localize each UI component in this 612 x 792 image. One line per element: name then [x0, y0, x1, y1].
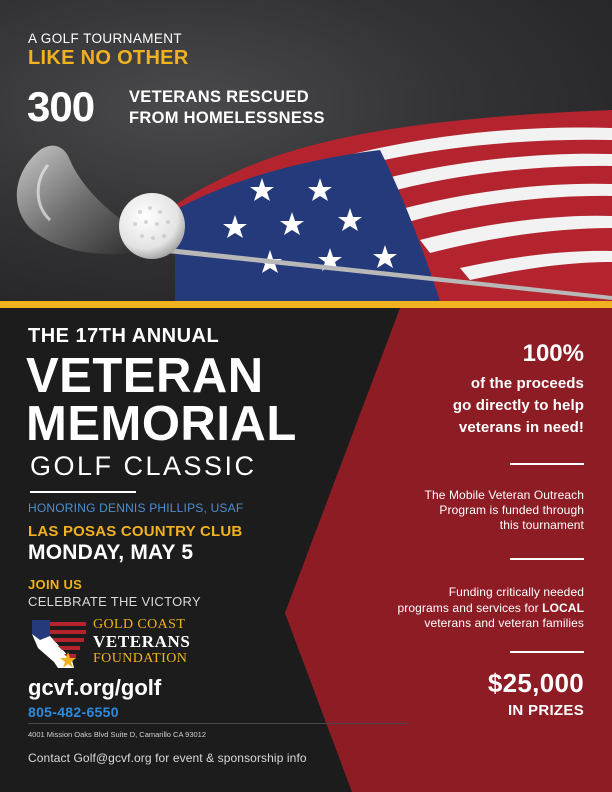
footer-divider	[28, 723, 408, 724]
outreach-line-2: Program is funded through	[439, 503, 584, 517]
funding-line-1: Funding critically needed	[448, 585, 584, 599]
website-link[interactable]: gcvf.org/golf	[28, 675, 162, 700]
logo-line-1: GOLD COAST	[93, 617, 186, 632]
outreach-line-3: this tournament	[499, 518, 584, 532]
panel-divider-2	[510, 558, 584, 560]
event-date: MONDAY, MAY 5	[28, 541, 194, 564]
gold-divider	[0, 301, 612, 308]
event-title-line-3: GOLF CLASSIC	[30, 451, 257, 481]
event-annual: THE 17TH ANNUAL	[28, 325, 220, 347]
funding-line-2	[398, 601, 584, 615]
hero-banner	[0, 0, 612, 301]
outreach-line-1: The Mobile Veteran Outreach	[424, 488, 584, 502]
title-divider	[30, 491, 136, 493]
hero-stat-line-2: FROM HOMELESSNESS	[129, 109, 325, 127]
hero-stat-line-1: VETERANS RESCUED	[129, 88, 309, 106]
funding-line-3: veterans and veteran families	[424, 616, 584, 630]
proceeds-line-3: veterans in need!	[458, 419, 584, 436]
honoring-text: HONORING DENNIS PHILLIPS, USAF	[28, 501, 244, 515]
proceeds-line-1: of the proceeds	[470, 375, 584, 392]
hero-stat-number: 300	[27, 83, 95, 130]
join-us: JOIN US	[28, 577, 83, 592]
logo-line-3: FOUNDATION	[93, 651, 188, 666]
event-title-line-1: VETERAN	[26, 349, 264, 403]
hero-headline: LIKE NO OTHER	[28, 47, 189, 69]
celebrate-text: CELEBRATE THE VICTORY	[28, 594, 201, 609]
contact-email-line[interactable]: Contact Golf@gcvf.org for event & sponsorship info	[28, 751, 307, 765]
venue-name: LAS POSAS COUNTRY CLUB	[28, 523, 243, 540]
proceeds-line-2: go directly to help	[452, 397, 584, 414]
logo-line-2: VETERANS	[93, 632, 191, 651]
prize-amount: $25,000	[487, 668, 584, 698]
funding-line-2-text: programs and services for	[397, 601, 543, 615]
address-text: 4001 Mission Oaks Blvd Suite D, Camarillo CA 93012	[28, 730, 207, 739]
phone-number[interactable]: 805-482-6550	[28, 704, 119, 720]
prize-label: IN PRIZES	[507, 702, 584, 719]
panel-divider-3	[510, 651, 584, 653]
hero-kicker: A GOLF TOURNAMENT	[28, 31, 183, 46]
event-title-line-2: MEMORIAL	[26, 397, 297, 451]
proceeds-percent: 100%	[522, 340, 584, 367]
funding-local-emphasis: LOCAL	[542, 601, 584, 615]
california-flag-star-icon	[28, 618, 88, 670]
panel-divider-1	[510, 463, 584, 465]
